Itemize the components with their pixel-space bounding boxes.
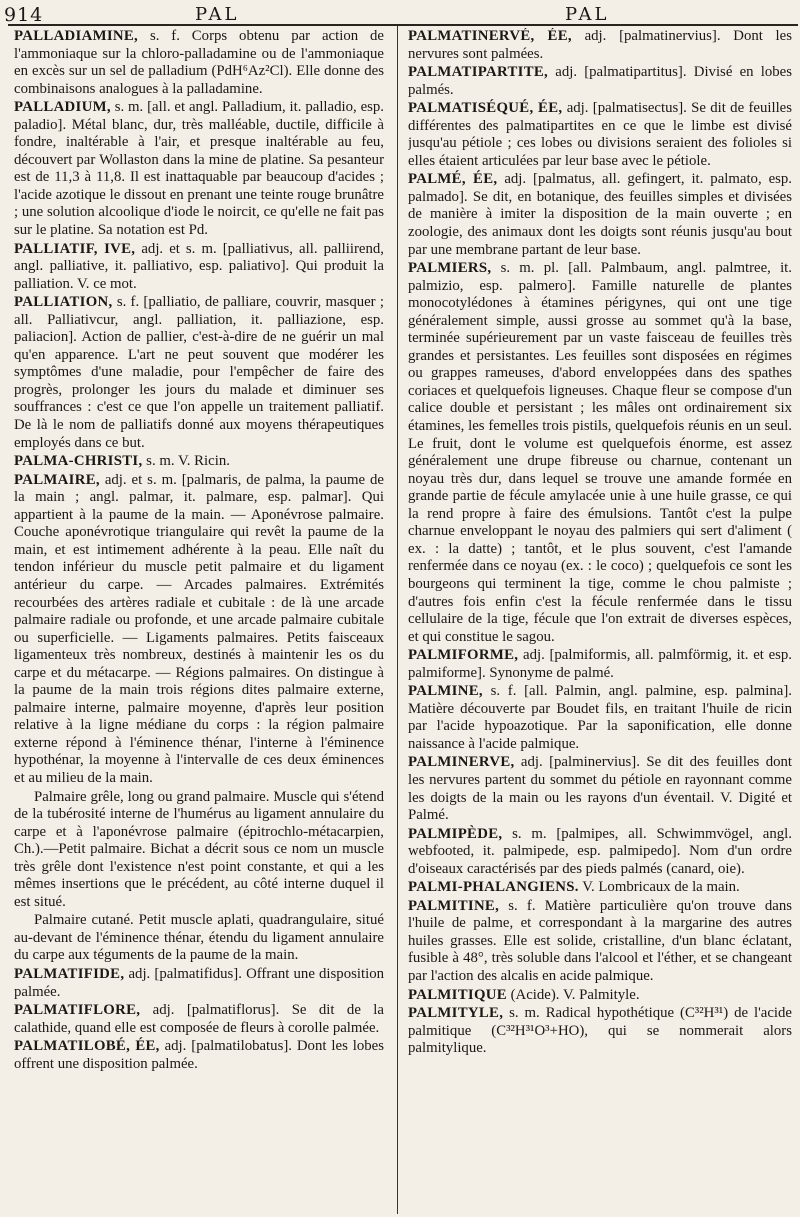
entry-body: adj. [palminervius]. Se dit des feuilles dont les nervures partent du sommet du pétiole en rayonnant comme les doigts de la main ou les rayons d'un éventail. V. Digité et Palmé. [408,754,792,824]
dictionary-entry [14,99,384,239]
entry-body: Palmaire cutané. Petit muscle aplati, quadrangulaire, situé au-devant de l'éminence thénar, étendu du ligament annulaire du carpe aux téguments de la paume de la main. [14,912,384,964]
dictionary-entry [14,28,384,98]
entry-body: s. f. [palliatio, de palliare, couvrir, masquer ; all. Palliativcur, angl. palliation, it. palliazione, esp. paliacion]. Action de pallier, c'est-à-dire de ne guérir un mal qu'en apparence. L'art ne peut souvent que modérer les symptômes d'une maladie, pour l'empêcher de faire des progrès, prolonger les jours du malade et diminuer ses souffrances : c'est ce que l'on appelle un traitement palliatif. De là le nom de palliatifs donné aux moyens thérapeutiques employés dans ce but. [14,294,384,451]
entry-headword: PALLADIAMINE, [14,28,139,44]
dictionary-entry [14,1038,384,1073]
entry-headword: PALMÉ, ÉE, [408,171,498,188]
entry-body: s. f. [all. Palmin, angl. palmine, esp. palmina]. Matière découverte par Boudet fils, en traitant l'huile de ricin par l'acide hypoazotique. Par la saponification, elle donne naissance à l'acide palmique. [408,683,792,752]
entry-body: V. Lombricaux de la main. [578,879,740,896]
header-rule [8,24,798,26]
entry-body: s. m. V. Ricin. [142,453,230,470]
dictionary-entry [14,1002,384,1037]
entry-body: adj. [palmatipartitus]. Divisé en lobes palmés. [408,64,792,98]
entry-headword: PALMATISÉQUÉ, ÉE, [408,100,563,117]
entry-body: adj. et s. m. [palmaris, de palma, la paume de la main ; angl. palmar, it. palmare, esp. palmar]. Qui appartient à la paume de la main. — Aponévrose palmaire. Couche aponévrotique triangulaire qui revêt la paume de la main, et est intimement adhérente à la peau. Elle naît du tendon inférieur du muscle petit palmaire et du ligament antérieur du carpe. — Arcades palmaires. Extrémités recourbées des artères radiale et cubitale : de là une arcade palmaire radiale ou profonde, et une arcade palmaire cubitale ou superficielle. — Ligaments palmaires. Petits faisceaux ligamenteux très nombreux, destinés à maintenir les os du carpe et du métacarpe. — Régions palmaires. On distingue à la paume de la main trois régions dites palmaire externe, palmaire interne, palmaire moyenne, d'après leur position relative à la ligne médiane du corps : la région palmaire externe répond à l'éminence thénar, l'interne à l'éminence hypothénar, la moyenne à l'intervalle de ces deux éminences et au milieu de la main. [14,471,384,786]
entry-body: adj. [palmatisectus]. Se dit de feuilles différentes des palmatipartites en ce que le limbe est divisé jusqu'au pétiole ; ces lobes ou divisions seraient des folioles si elles étaient articulées par leur base avec le pétiole. [408,100,792,169]
entry-headword: PALMINERVE, [408,754,515,771]
dictionary-entry [408,826,792,879]
dictionary-entry [14,294,384,452]
entry-body: s. f. Matière particulière qu'on trouve dans l'huile de palme, et correspondant à la margarine des autres huiles grasses. Elle est solide, cristalline, d'un blanc éclatant, fusible à 48°, très soluble dans l'alcool et l'éther, et se changeant par l'action des alcalis en acide palmique. [408,897,792,984]
entry-headword: PALMITINE, [408,897,500,914]
right-column [408,28,792,1214]
entry-headword: PALMI-PHALANGIENS. [408,879,579,896]
entry-headword: PALMITYLE, [408,1005,504,1022]
entry-body: s. m. [palmipes, all. Schwimmvögel, angl. webfooted, it. palmipede, esp. palmipedo]. Nom d'un ordre d'oiseaux caractérisés par des pieds palmés (canard, oie). [408,825,792,877]
entry-body: s. m. [all. et angl. Palladium, it. palladio, esp. paladio]. Métal blanc, dur, très malléable, ductile, difficile à fondre, inaltérable à l'air, et presque inaltérable au feu, découvert par Wollaston dans la mine de platine. Sa pesanteur est de 11,3 à 11,8. Il est inattaquable par beaucoup d'acides ; l'acide azotique le dissout en prenant une teinte rouge brunâtre ; une solution alcoolique d'iode le noircit, ce qu'elle ne fait pas sur le platine. Sa notation est Pd. [14,99,384,239]
dictionary-entry [14,241,384,294]
dictionary-entry [408,1005,792,1058]
dictionary-entry [408,100,792,170]
dictionary-entry [408,879,792,897]
entry-headword: PALMIERS, [408,260,492,277]
entry-headword: PALLIATION, [14,294,113,311]
entry-body: adj. [palmatilobatus]. Dont les lobes offrent une disposition palmée. [14,1038,384,1072]
running-head-right: PAL [565,4,610,25]
entry-headword: PALMITIQUE [408,986,507,1003]
entry-headword: PALMATIFIDE, [14,965,125,982]
entry-headword: PALLADIUM, [14,99,111,116]
dictionary-entry [14,472,384,788]
entry-headword: PALMA-CHRISTI, [14,453,143,470]
running-head-left: PAL [195,4,240,25]
dictionary-entry [408,28,792,63]
entry-headword: PALLIATIF, IVE, [14,240,136,257]
dictionary-entry [14,789,384,912]
entry-headword: PALMATILOBÉ, ÉE, [14,1038,160,1055]
dictionary-entry [14,966,384,1001]
left-column [14,28,384,1214]
dictionary-entry [408,171,792,259]
page-number: 914 [4,4,44,26]
entry-body: adj. [palmatiflorus]. Se dit de la calathide, quand elle est composée de fleurs à corolle palmée. [14,1002,384,1036]
entry-body: adj. [palmatifidus]. Offrant une disposition palmée. [14,965,384,1000]
entry-body: adj. et s. m. [palliativus, all. palliirend, angl. palliative, it. palliativo, esp. paliativo]. Qui produit la palliation. V. ce mot. [14,240,384,292]
entry-headword: PALMATIPARTITE, [408,64,549,81]
entry-headword: PALMINE, [408,683,483,700]
entry-body: adj. [palmatinervius]. Dont les nervures sont palmées. [408,28,792,62]
dictionary-entry [408,647,792,682]
entry-headword: PALMIPÈDE, [408,825,503,842]
dictionary-entry [408,260,792,646]
dictionary-entry [14,453,384,471]
dictionary-entry [408,754,792,824]
dictionary-entry [408,683,792,753]
entry-body: s. m. pl. [all. Palmbaum, angl. palmtree, it. palmizio, esp. palmero]. Famille naturelle de plantes monocotylédones à étamines périgynes, qui ont une tige généralement simple, aussi grosse au sommet qu'à la base, terminée supérieurement par un vaste faisceau de feuilles très grandes et persistantes. Les feuilles sont disposées en régimes ou grappes rameuses, d'abord enveloppées dans des spathes coriaces et quelquefois ligneuses. Chaque fleur se compose d'un calice double et persistant ; les mâles ont ordinairement six étamines, les femelles trois pistils, quelquefois réunis en un seul. Le fruit, dont le volume est quelquefois énorme, est assez généralement une drupe fibreuse ou charnue, contenant un noyau très dur, dans lequel se trouve une amande formée en grande partie de fécule amylacée unie à une huile grasse, ce qui la rend propre à faire des émulsions. Tantôt c'est la pulpe charnue enveloppant le noyau des palmiers qui sert d'aliment ( ex. : la datte) ; tantôt, et le plus souvent, c'est l'amande renfermée dans ce noyau (ex. : le coco) ; quelquefois ce sont les bourgeons qui terminent la tige, comme le chou palmiste ; d'autres fois enfin c'est la fécule renfermée dans le tissu cellulaire de la tige, fécule que l'on extrait de diverses espèces, et qui constitue le sagou. [408,260,792,645]
entry-headword: PALMAIRE, [14,471,100,488]
entry-headword: PALMIFORME, [408,647,519,664]
dictionary-entry [14,912,384,965]
entry-headword: PALMATINERVÉ, ÉE, [408,28,572,44]
dictionary-entry [408,898,792,986]
entry-body: Palmaire grêle, long ou grand palmaire. Muscle qui s'étend de la tubérosité interne de l'humérus au ligament annulaire du carpe et à l'aponévrose palmaire (épitrochlo-métacarpien, Ch.).—Petit palmaire. Bichat a décrit sous ce nom un muscle très grêle dont l'existence n'est point constante, et qui a les mêmes insertions que le précédent, au côté interne duquel il est situé. [14,788,384,910]
entry-body: (Acide). V. Palmityle. [506,986,640,1003]
column-divider [397,26,398,1214]
entry-body: s. m. Radical hypothétique (C³²H³¹) de l'acide palmitique (C³²H³¹O³+HO), qui se nommerait alors palmitylique. [408,1005,792,1057]
entry-body: adj. [palmiformis, all. palmförmig, it. et esp. palmiforme]. Synonyme de palmé. [408,647,792,681]
entry-body: s. f. Corps obtenu par action de l'ammoniaque sur la chloro-palladamine ou de l'ammoniaque en excès sur un sel de palladium (PdH⁶Az²Cl). Elle donne des combinaisons analogues à la palladamine. [14,28,384,97]
dictionary-entry [408,64,792,99]
entry-body: adj. [palmatus, all. gefingert, it. palmato, esp. palmado]. Se dit, en botanique, des feuilles simples et divisées de manière à imiter la disposition de la main ouverte ; en zoologie, des animaux dont les doigts sont réunis jusqu'au bout par une membrane partant de leur base. [408,171,792,258]
dictionary-entry [408,987,792,1005]
entry-headword: PALMATIFLORE, [14,1002,141,1019]
